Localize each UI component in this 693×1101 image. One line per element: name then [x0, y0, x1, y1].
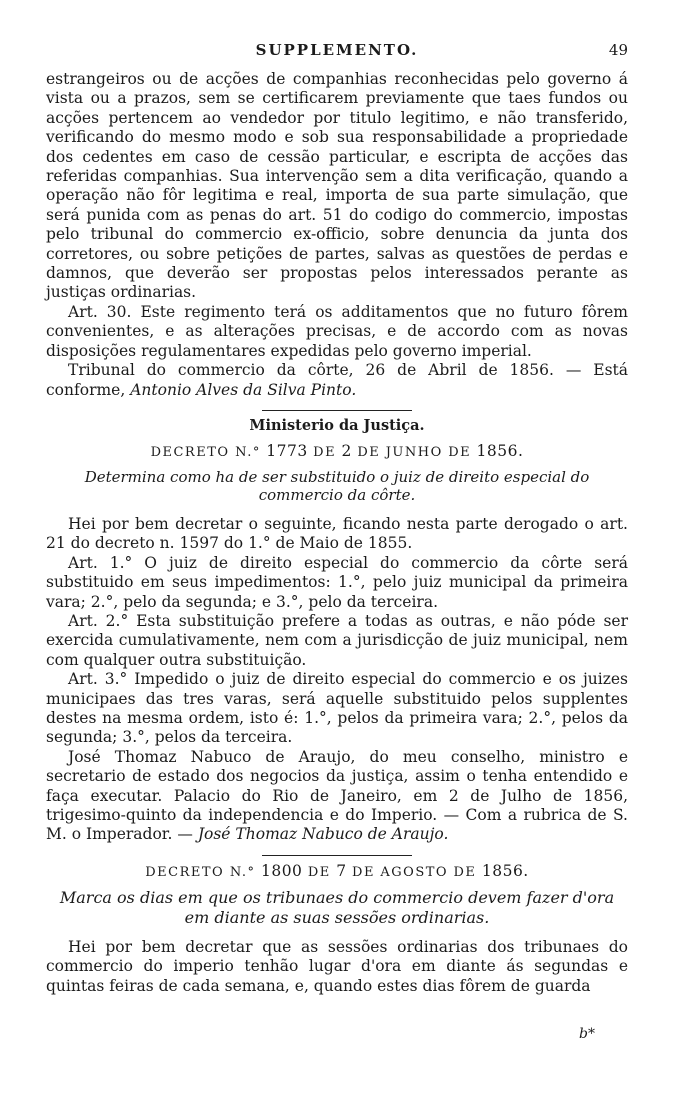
decree-heading	[46, 442, 628, 460]
decree-number: 1800	[260, 861, 303, 880]
decree-prefix: DECRETO N.°	[150, 444, 261, 460]
decree-summary: Marca os dias em que os tribunaes do commercio devem fazer d'ora em diante as suas sessões ordinarias.	[59, 887, 615, 927]
decree-word: DE	[352, 864, 375, 880]
decree-year: 1856.	[476, 441, 524, 460]
ministry-heading: Ministerio da Justiça.	[249, 416, 425, 434]
decree-word: DE	[453, 864, 477, 880]
decree-paragraph: Hei por bem decretar o seguinte, ficando nesta parte derogado o art. 21 do decreto n. 1597 do 1.° de Maio de 1855.	[46, 514, 628, 553]
decree-closing	[46, 748, 628, 845]
article-30: Art. 30. Este regimento terá os additamentos que no futuro fôrem convenientes, e as alterações precisas, e de accordo com as novas disposições regulamentares expedidas pelo governo imperial.	[46, 302, 628, 360]
decree-summary: Determina como ha de ser substituido o juiz de direito especial do commercio da côrte.	[84, 467, 590, 505]
decree-day: 7	[336, 861, 347, 880]
signature-mark: b*	[579, 1026, 595, 1042]
paragraph: estrangeiros ou de acções de companhias reconhecidas pelo governo á vista ou a prazos, sem se certificarem previamente que taes fundos ou acções pertencem ao vendedor por titulo legitimo, e não transferido, verificando do mesmo modo e sob sua responsabilidade a propriedade dos cedentes em caso de cessão particular, e escripta de acções das referidas companhias. Sua intervenção sem a dita verificação, quando a operação não fôr legitima e real, importa de sua parte simulação, que será punida com as penas do art. 51 do codigo do commercio, impostas pelo tribunal do commercio ex-officio, sobre denuncia da junta dos corretores, ou sobre petições de partes, salvas as questões de perdas e damnos, que deverão ser propostas pelos interessados perante as justiças ordinarias.	[46, 70, 628, 302]
decree-heading	[46, 862, 628, 880]
minister-signature: José Thomaz Nabuco de Araujo.	[197, 825, 449, 844]
decree-number: 1773	[266, 441, 308, 460]
decree-prefix: DECRETO N.°	[145, 864, 256, 880]
decree-word: DE	[307, 864, 331, 880]
decree-month: JUNHO	[385, 444, 443, 460]
decree-month: AGOSTO	[380, 864, 449, 880]
running-title: SUPPLEMENTO.	[255, 41, 419, 59]
section-divider	[262, 855, 412, 856]
decree-article-2: Art. 2.° Esta substituição prefere a todas as outras, e não póde ser exercida cumulativamente, nem com a jurisdicção de juiz municipal, nem com qualquer outra substituição.	[46, 611, 628, 669]
decree-article-1: Art. 1.° O juiz de direito especial do commercio da côrte será substituido em seus impedimentos: 1.°, pelo juiz municipal da primeira vara; 2.°, pelo da segunda; e 3.°, pelo da terceira.	[46, 553, 628, 611]
decree-word: DE	[357, 444, 381, 460]
decree-day: 2	[341, 441, 352, 460]
decree-article-3: Art. 3.° Impedido o juiz de direito especial do commercio e os juizes municipaes das tres varas, será aquelle substituido pelos supplentes destes na mesma ordem, isto é: 1.°, pelos da primeira vara; 2.°, pelos da segunda; 3.°, pelos da terceira.	[46, 670, 628, 747]
page-header	[46, 38, 628, 66]
decree-paragraph: Hei por bem decretar que as sessões ordinarias dos tribunaes do commercio do imperio tenhão lugar d'ora em diante ás segundas e quintas feiras de cada semana, e, quando estes dias fôrem de guarda	[46, 937, 628, 995]
section-divider	[262, 410, 412, 411]
decree-year: 1856.	[481, 861, 529, 880]
decree-word: DE	[313, 444, 337, 460]
decree-word: DE	[448, 444, 472, 460]
closing-text: José Thomaz Nabuco de Araujo, do meu conselho, ministro e secretario de estado dos negocios da justiça, assim o tenha entendido e faça executar. Palacio do Rio de Janeiro, em 2 de Julho de 1856, trigesimo-quinto da independencia e do Imperio. — Com a rubrica de S. M. o Imperador. —	[46, 747, 628, 844]
page-number: 49	[608, 41, 628, 59]
tribunal-closing	[46, 361, 628, 400]
closing-text: Tribunal do commercio da côrte, 26 de Abril de 1856. — Está conforme,	[46, 361, 628, 399]
continued-text	[46, 70, 628, 400]
signatory-name: Antonio Alves da Silva Pinto.	[130, 380, 357, 399]
page	[46, 38, 628, 996]
